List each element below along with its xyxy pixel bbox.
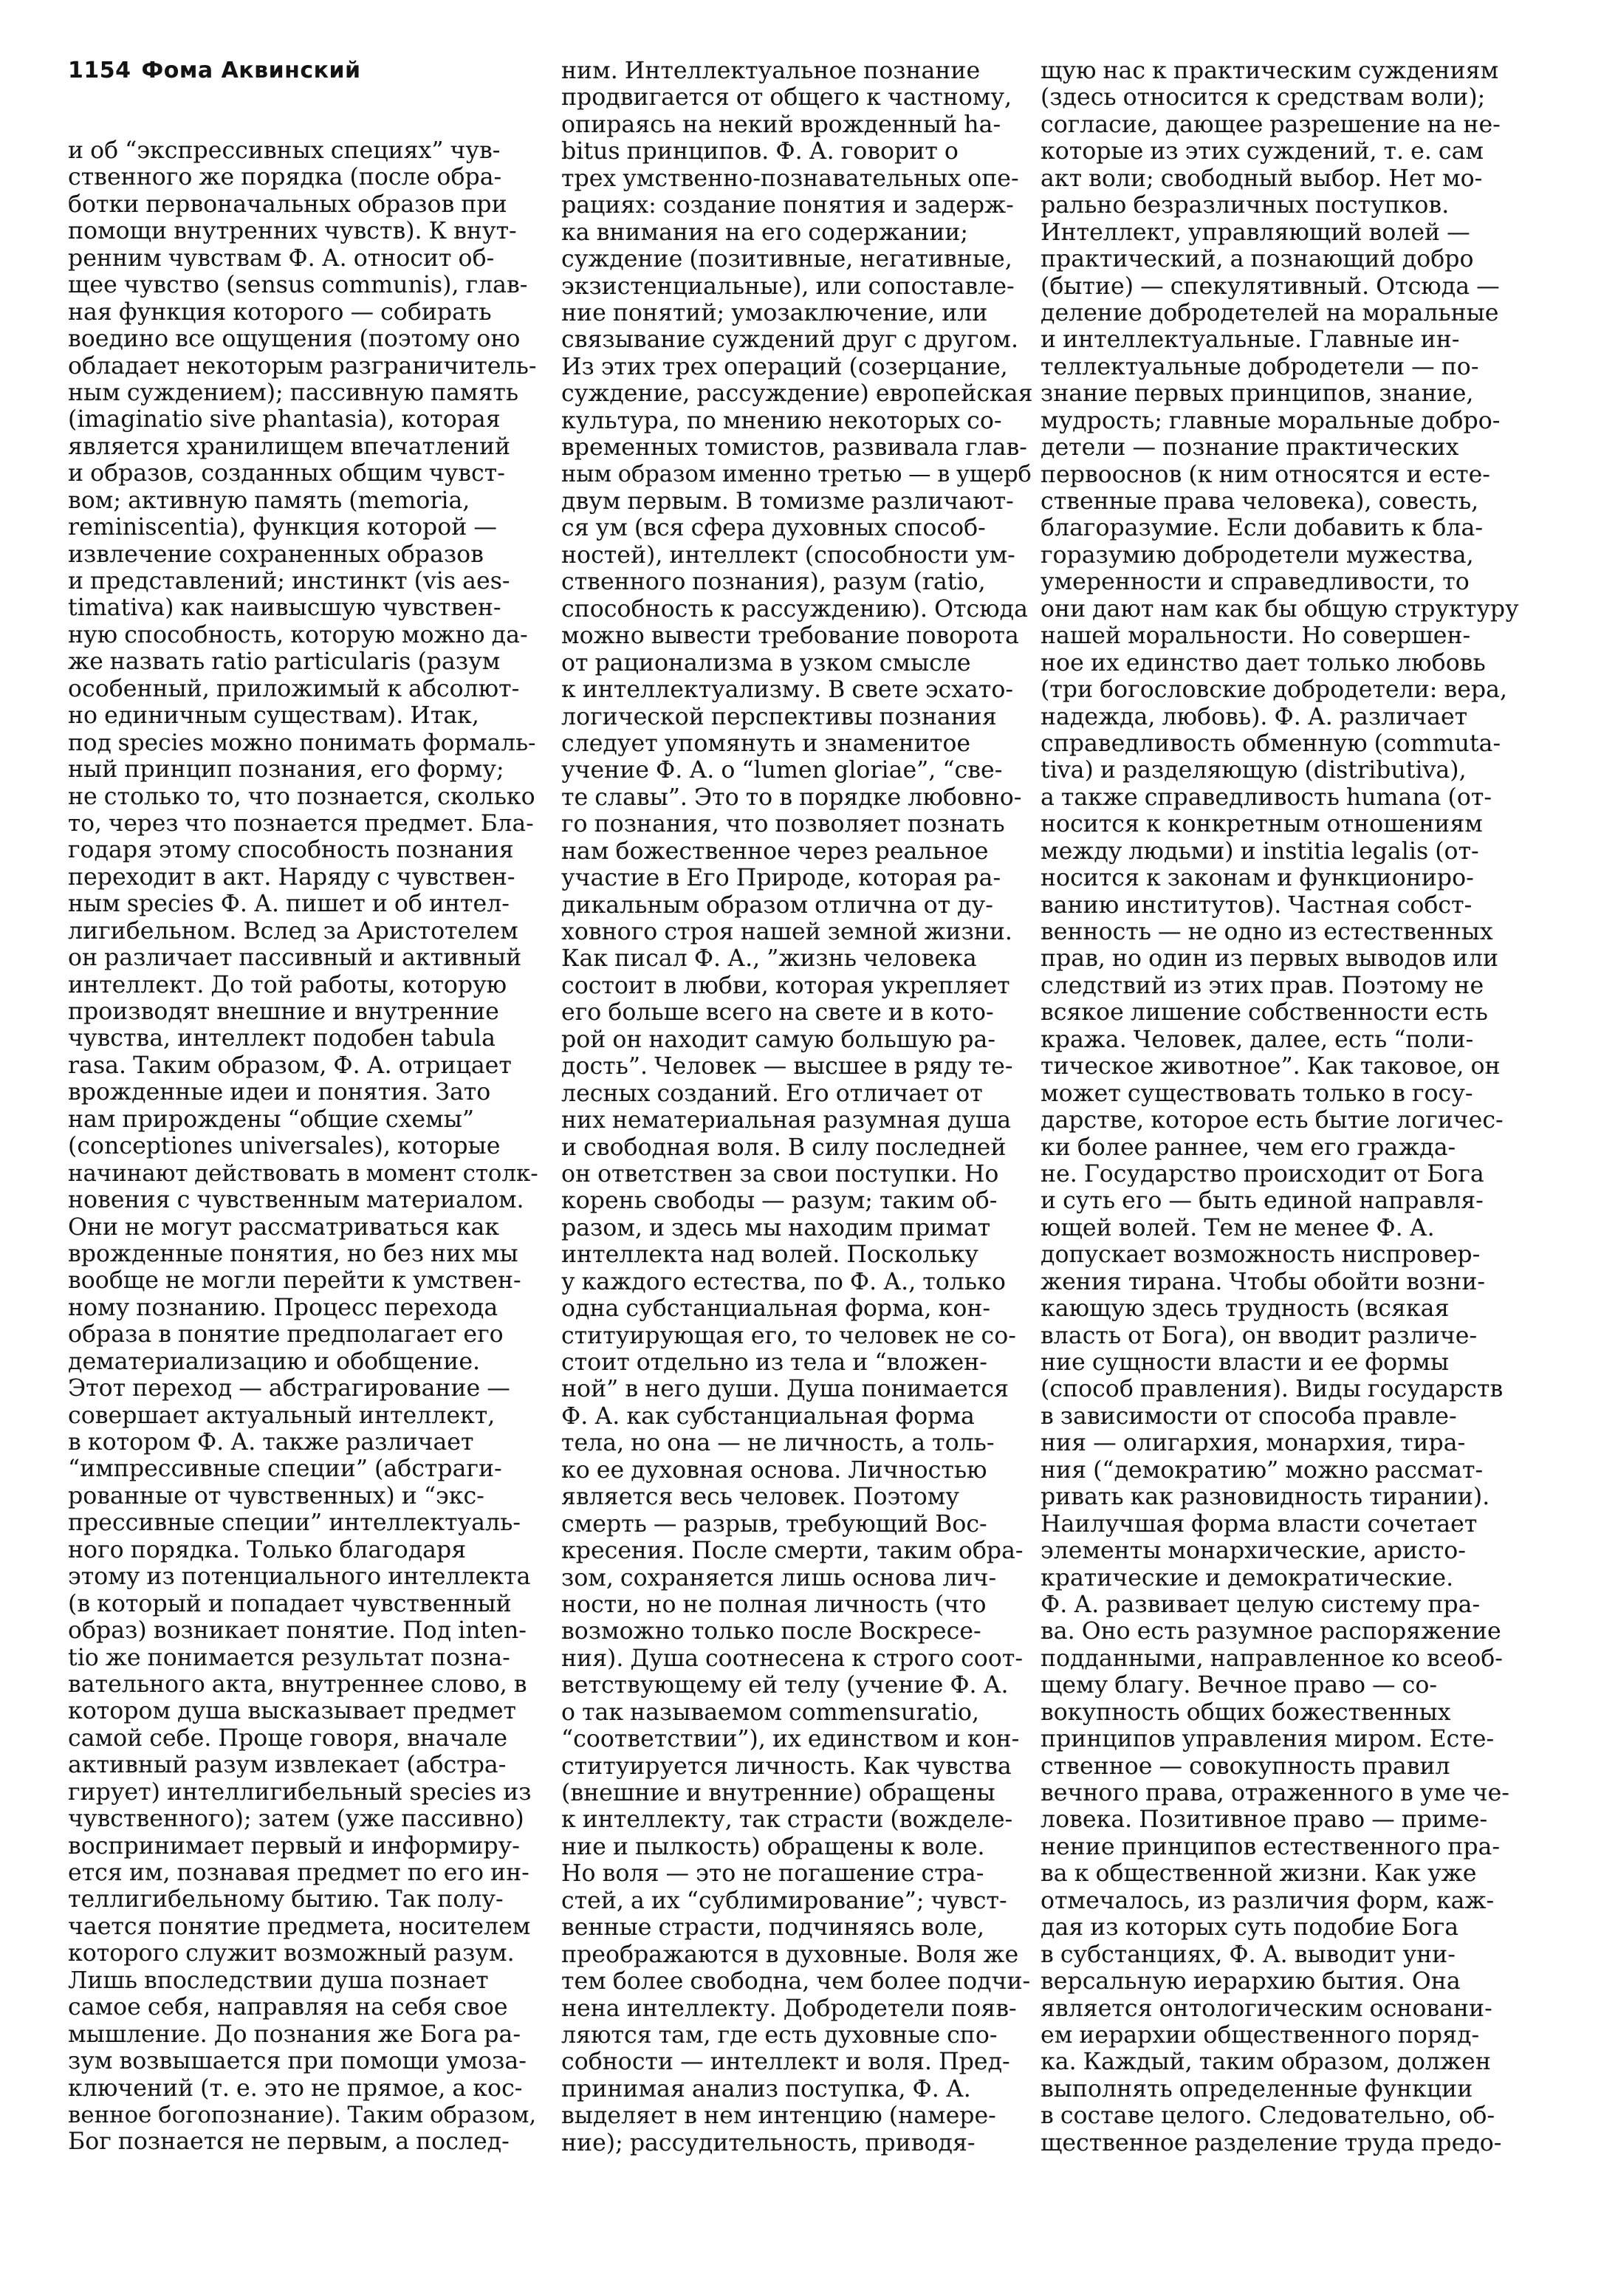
text-line: ется им, познавая предмет по его ин- [68,1860,529,1886]
text-line: (три богословские добродетели: вера, [1041,676,1508,704]
text-line: учение Ф. А. о “lumen gloriae”, “све- [561,757,1003,784]
text-line: зум возвышается при помощи умоза- [68,2048,527,2075]
text-line: ственного же порядка (после обра- [68,164,502,191]
text-line: “импрессивные специи” (абстраги- [68,1456,502,1483]
text-line: ветствующему ей телу (учение Ф. А. [561,1672,1009,1699]
text-line: не столько то, что познается, сколько [68,783,535,810]
text-line: ва. Оно есть разумное распоряжение [1041,1618,1501,1645]
text-line: преображаются в духовные. Воля же [561,1941,1019,1968]
text-line: стоит отдельно из тела и “вложен- [561,1349,987,1376]
text-line: Наилучшая форма власти сочетает [1041,1510,1478,1538]
text-line: двум первым. В томизме различают- [561,488,1014,515]
text-line: ной” в него души. Душа понимается [561,1376,1009,1403]
text-line: которые из этих суждений, т. е. сам [1041,138,1484,165]
text-line: образ) возникает понятие. Под inten- [68,1617,527,1645]
text-line: и представлений; инстинкт (vis aes- [68,568,510,594]
text-line: нам божественное через реальное [561,837,989,865]
text-line: суждение, рассуждение) европейская [561,380,1033,408]
text-line: ющей волей. Тем не менее Ф. А. [1041,1214,1435,1241]
text-line: рованные от чувственных) и “экс- [68,1482,484,1509]
text-line: надежда, любовь). Ф. А. различает [1041,703,1468,730]
text-line: (в который и попадает чувственный [68,1590,512,1617]
text-line: (внешние и внутренние) обращены [561,1780,995,1806]
text-line: кающую здесь трудность (всякая [1041,1295,1450,1323]
text-line: является онтологическим основани- [1041,1995,1492,2022]
text-line: Этот переход — абстрагирование — [68,1375,510,1402]
text-line: мудрость; главные моральные добро- [1041,407,1501,434]
text-line: переходит в акт. Наряду с чувствен- [68,863,515,891]
text-line: нам прирождены “общие схемы” [68,1106,474,1133]
text-line: носится к законам и функциониро- [1041,865,1474,892]
text-line: рой он находит самую большую ра- [561,1026,996,1053]
text-line: (здесь относится к средствам воли); [1041,84,1486,112]
text-line: но единичным существам). Итак, [68,702,479,730]
text-line: выполнять определенные функции [1041,2075,1473,2103]
text-line: дарстве, которое есть бытие логичес- [1041,1107,1504,1134]
text-line: помощи внутренних чувств). К внут- [68,218,517,245]
text-line: версальную иерархию бытия. Она [1041,1968,1461,1995]
text-line: согласие, дающее разрешение на не- [1041,111,1501,138]
text-line: интеллекта над волей. Поскольку [561,1241,978,1269]
text-line: щую нас к практическим суждениям [1041,58,1499,84]
text-line: чувства, интеллект подобен tabula [68,1025,496,1052]
text-line: тическое животное”. Как таковое, он [1041,1053,1501,1080]
text-line: bitus принципов. Ф. А. говорит о [561,138,959,165]
text-line: трех умственно-познавательных опе- [561,165,1019,192]
text-line: ние понятий; умозаключение, или [561,299,988,326]
text-line: отмечалось, из различия форм, каж- [1041,1887,1495,1914]
text-line: чувственного); затем (уже пассивно) [68,1806,524,1833]
text-line: культура, по мнению некоторых со- [561,407,1002,434]
text-line: Ф. А. как субстанциальная форма [561,1402,975,1430]
text-line: этому из потенциального интеллекта [68,1563,531,1591]
text-line: умеренности и справедливости, то [1041,569,1470,596]
text-line: элементы монархические, аристо- [1041,1538,1466,1565]
text-line: воспринимает первый и информиру- [68,1832,520,1860]
text-line: ственные права человека), совесть, [1041,488,1479,515]
text-line: прав, но один из первых выводов или [1041,945,1499,973]
text-line: образа в понятие предполагает его [68,1321,504,1349]
text-line: ки более раннее, чем его гражда- [1041,1134,1456,1161]
text-line: стей, а их “сублимирование”; чувст- [561,1887,1007,1914]
text-line: тем более свободна, чем более подчи- [561,1968,1031,1995]
text-line: ному познанию. Процесс перехода [68,1294,498,1321]
text-line: годаря этому способность познания [68,837,514,864]
text-line: следует упомянуть и знаменитое [561,730,971,757]
text-line: кража. Человек, далее, есть “поли- [1041,1026,1474,1053]
text-line: и образов, созданных общим чувст- [68,460,505,487]
text-line: знание первых принципов, знание, [1041,380,1474,408]
text-line: чается понятие предмета, носителем [68,1913,531,1940]
text-line: от рационализма в узком смысле [561,649,971,676]
text-line: вательного акта, внутреннее слово, в [68,1670,527,1698]
text-line: дематериализацию и обобщение. [68,1348,481,1375]
text-line: венные страсти, подчиняясь воле, [561,1914,984,1942]
text-line: Ф. А. развивает целую систему пра- [1041,1591,1481,1618]
text-line: то, через что познается предмет. Бла- [68,809,534,837]
text-line: прессивные специи” интеллектуаль- [68,1509,521,1537]
text-line: у каждого естества, по Ф. А., только [561,1268,1006,1295]
text-line: венность — не одно из естественных [1041,919,1493,945]
text-line: о так называемом commensuratio, [561,1699,980,1726]
text-line: под species можно понимать формаль- [68,729,536,756]
text-line: ляются там, где есть духовные спо- [561,2021,998,2049]
text-line: акт воли; свободный выбор. Нет мо- [1041,165,1483,192]
text-line: является весь человек. Поэтому [561,1484,959,1511]
text-line: ния (“демократию” можно рассмат- [1041,1456,1484,1484]
text-line: tio же понимается результат позна- [68,1644,510,1671]
text-line: допускает возможность ниспровер- [1041,1241,1481,1269]
text-line: нена интеллекту. Добродетели появ- [561,1995,1017,2022]
text-line: дость”. Человек — высшее в ряду те- [561,1053,1013,1080]
text-line: ним. Интеллектуальное познание [561,58,981,84]
text-line: щественное разделение труда предо- [1041,2129,1502,2156]
text-line: ренним чувствам Ф. А. относит об- [68,244,495,272]
text-line: го познания, что позволяет познать [561,811,1005,838]
text-line: ние); рассудительность, приводя- [561,2129,976,2156]
text-line: зом, сохраняется лишь основа лич- [561,1564,997,1591]
page-number: 1154 [68,58,131,83]
text-line: щему благу. Вечное право — со- [1041,1672,1438,1699]
text-line: дикальным образом отлична от ду- [561,891,993,919]
text-line: Но воля — это не погашение стра- [561,1860,984,1888]
text-line: рально безразличных поступков. [1041,192,1450,219]
text-line: timativa) как наивысшую чувствен- [68,594,501,622]
text-line: ботки первоначальных образов при [68,191,507,218]
text-line: самой себе. Проще говоря, вначале [68,1724,508,1752]
text-line: ловека. Позитивное право — приме- [1041,1806,1488,1834]
text-line: ем иерархии общественного поряд- [1041,2021,1480,2049]
text-line: ривать как разновидность тирании). [1041,1484,1490,1511]
text-line: ный принцип познания, его форму; [68,756,504,784]
text-line: новения с чувственным материалом. [68,1187,524,1214]
text-line: ное их единство дает только любовь [1041,649,1486,676]
text-line: справедливость обменную (commuta- [1041,730,1501,757]
text-line: ная функция которого — собирать [68,298,492,326]
text-line: практический, а познающий добро [1041,246,1474,273]
text-line: врожденные понятия, но без них мы [68,1240,518,1267]
text-line: и интеллектуальные. Главные ин- [1041,326,1460,354]
text-line: они дают нам как бы общую структуру [1041,595,1519,623]
text-line: к интеллектуализму. В свете эсхато- [561,676,1014,704]
text-line: состоит в любви, которая укрепляет [561,972,1010,999]
text-line: разом, и здесь мы находим примат [561,1214,991,1241]
text-line: “соответствии”), их единством и кон- [561,1726,1020,1753]
text-line: детели — познание практических [1041,434,1459,462]
text-line: гирует) интеллигибельный species из [68,1778,532,1806]
text-line: всякое лишение собственности есть [1041,999,1488,1027]
text-line: самое себя, направляя на себя свое [68,1994,508,2021]
text-line: возможно только после Воскресе- [561,1618,981,1645]
text-line: не. Государство происходит от Бога [1041,1160,1484,1188]
text-line: одна субстанциальная форма, кон- [561,1295,991,1323]
running-title: Фома Аквинский [141,58,361,83]
text-line: теллигибельному бытию. Так полу- [68,1886,504,1913]
text-line: он различает пассивный и активный [68,945,522,972]
text-line: между людьми) и institia legalis (от- [1041,837,1479,865]
text-line: воедино все ощущения (поэтому оно [68,326,521,353]
text-line: логической перспективы познания [561,703,997,730]
text-line: венное богопознание). Таким образом, [68,2101,537,2128]
text-line: жения тирана. Чтобы обойти возни- [1041,1268,1486,1295]
text-line: ностей), интеллект (способности ум- [561,541,1015,569]
text-line: ния). Душа соотнесена к строго соот- [561,1645,1023,1672]
text-line: ние и пылкость) обращены к воле. [561,1833,985,1860]
text-line: ституирующая его, то человек не со- [561,1322,1016,1349]
text-line: активный разум извлекает (абстра- [68,1752,507,1779]
text-line: врожденные идеи и понятия. Зато [68,1079,491,1106]
text-line: ственного познания), разум (ratio, [561,569,986,596]
text-line: горазумию добродетели мужества, [1041,541,1474,569]
text-line: ния — олигархия, монархия, тира- [1041,1430,1466,1457]
text-line: вом; активную память (memoria, [68,487,470,514]
text-line: суждение (позитивные, негативные, [561,246,1012,273]
text-line: ся ум (вся сфера духовных способ- [561,515,986,542]
text-line: ственное — совокупность правил [1041,1752,1450,1780]
text-line: выделяет в нем интенцию (намере- [561,2103,996,2130]
text-line: носится к конкретным отношениям [1041,811,1483,838]
text-line: вечного права, отраженного в уме че- [1041,1780,1509,1806]
text-line: (бытие) — спекулятивный. Отсюда — [1041,273,1500,300]
text-line: ного порядка. Только благодаря [68,1536,467,1563]
text-line: и об “экспрессивных специях” чув- [68,137,501,164]
text-line: ванию институтов). Частная собст- [1041,891,1473,919]
text-line: начинают действовать в момент столк- [68,1159,538,1187]
text-line: принципов управления миром. Есте- [1041,1726,1495,1753]
text-line: вообще не могли перейти к умствен- [68,1267,521,1295]
text-line: них нематериальная разумная душа [561,1107,1012,1134]
text-line: особенный, приложимый к абсолют- [68,675,520,702]
text-line: он ответствен за свои поступки. Но [561,1160,999,1188]
text-line: reminiscentia), функция которой — [68,514,497,541]
text-line: ка. Каждый, таким образом, должен [1041,2049,1491,2076]
text-line: рациях: создание понятия и задерж- [561,192,1014,219]
text-line: Лишь впоследствии душа познает [68,1967,489,1994]
text-line: же назвать ratio particularis (разум [68,648,501,676]
text-line: временных томистов, развивала глав- [561,434,1027,462]
text-line: ным species Ф. А. пишет и об интел- [68,891,510,918]
text-line: способность к рассуждению). Отсюда [561,595,1028,623]
text-line: нашей моральности. Но совершен- [1041,623,1471,650]
text-line: кресения. После смерти, таким обра- [561,1538,1024,1565]
text-line: ституируется личность. Как чувства [561,1752,1012,1780]
text-line: участие в Его Природе, которая ра- [561,865,1001,892]
text-line: (conceptiones universales), которые [68,1133,501,1160]
text-line: rasa. Таким образом, Ф. А. отрицает [68,1052,512,1079]
text-line: в составе целого. Следовательно, об- [1041,2103,1495,2130]
text-line: кратические и демократические. [1041,1564,1454,1591]
text-line: принимая анализ поступка, Ф. А. [561,2075,971,2103]
text-line: Интеллект, управляющий волей — [1041,219,1470,246]
text-line: в субстанциях, Ф. А. выводит уни- [1041,1941,1456,1968]
text-line: власть от Бога), он вводит различе- [1041,1322,1478,1349]
text-line: лесных созданий. Его отличает от [561,1080,983,1107]
text-line: совершает актуальный интеллект, [68,1402,496,1429]
text-line: благоразумие. Если добавить к бла- [1041,515,1484,542]
text-line: которого служит возможный разум. [68,1940,515,1967]
text-line: мышление. До познания же Бога ра- [68,2021,521,2048]
text-line: подданными, направленное ко всеоб- [1041,1645,1503,1672]
text-line: ка внимания на его содержании; [561,219,969,246]
text-line: собности — интеллект и воля. Пред- [561,2049,1010,2076]
text-line: ключений (т. е. это не прямое, а кос- [68,2074,523,2102]
text-line: к интеллекту, так страсти (вожделе- [561,1806,1013,1834]
text-column-1 [68,137,538,2156]
text-line: следствий из этих прав. Поэтому не [1041,972,1484,999]
text-line: ным образом именно третью — в ущерб [561,461,1032,487]
text-line: ко ее духовная основа. Личностью [561,1456,987,1484]
text-line: в котором Ф. А. также различает [68,1429,474,1456]
text-line: ние сущности власти и ее формы [1041,1349,1450,1376]
text-line: ва к общественной жизни. Как уже [1041,1860,1477,1888]
text-line: в зависимости от способа правле- [1041,1402,1457,1430]
running-header [68,58,361,83]
text-line: ности, но не полная личность (что [561,1591,987,1618]
text-column-3 [1041,58,1533,2156]
text-line: (imaginatio sive phantasia), которая [68,406,501,434]
text-line: дая из которых суть подобие Бога [1041,1914,1459,1942]
text-line: лигибельном. Вслед за Аристотелем [68,917,518,945]
text-line: теллектуальные добродетели — по- [1041,353,1479,380]
text-line: Как писал Ф. А., ”жизнь человека [561,945,977,973]
text-line: первооснов (к ним относятся и есте- [1041,461,1490,488]
text-line: извлечение сохраненных образов [68,541,484,568]
text-line: можно вывести требование поворота [561,623,1019,650]
text-line: деление добродетелей на моральные [1041,299,1499,326]
text-line: Бог познается не первым, а послед- [68,2128,510,2156]
text-line: котором душа высказывает предмет [68,1698,517,1725]
text-line: и свободная воля. В силу последней [561,1134,1007,1161]
text-line: связывание суждений друг с другом. [561,326,1019,354]
text-line: продвигается от общего к частному, [561,84,1012,112]
text-line: а также справедливость humana (от- [1041,784,1492,811]
text-line: вокупность общих божественных [1041,1699,1451,1726]
text-line: ховного строя нашей земной жизни. [561,919,1012,945]
text-line: опираясь на некий врожденный ha- [561,111,1001,138]
text-line: тела, но она — не личность, а толь- [561,1430,995,1457]
text-line: его больше всего на свете и в кото- [561,999,994,1027]
text-line: tiva) и разделяющую (distributiva), [1041,757,1467,784]
text-line: щее чувство (sensus communis), глав- [68,272,528,299]
text-line: нение принципов естественного пра- [1041,1833,1501,1860]
text-line: экзистенциальные), или сопоставле- [561,273,1015,300]
text-line: ную способность, которую можно да- [68,621,528,648]
text-line: ным суждением); пассивную память [68,379,519,406]
text-line: (способ правления). Виды государств [1041,1376,1504,1403]
text-line: производят внешние и внутренние [68,998,499,1025]
text-line: обладает некоторым разграничитель- [68,352,537,380]
text-line: смерть — разрыв, требующий Вос- [561,1510,987,1538]
text-line: Они не могут рассматриваться как [68,1213,500,1241]
text-line: те славы”. Это то в порядке любовно- [561,784,1022,811]
text-line: Из этих трех операций (созерцание, [561,353,1008,380]
text-column-2 [561,58,1034,2156]
text-line: и суть его — быть единой направля- [1041,1188,1484,1215]
text-line: корень свободы — разум; таким об- [561,1188,998,1215]
text-line: является хранилищем впечатлений [68,433,511,460]
text-line: может существовать только в госу- [1041,1080,1473,1107]
text-line: интеллект. До той работы, которую [68,971,507,998]
